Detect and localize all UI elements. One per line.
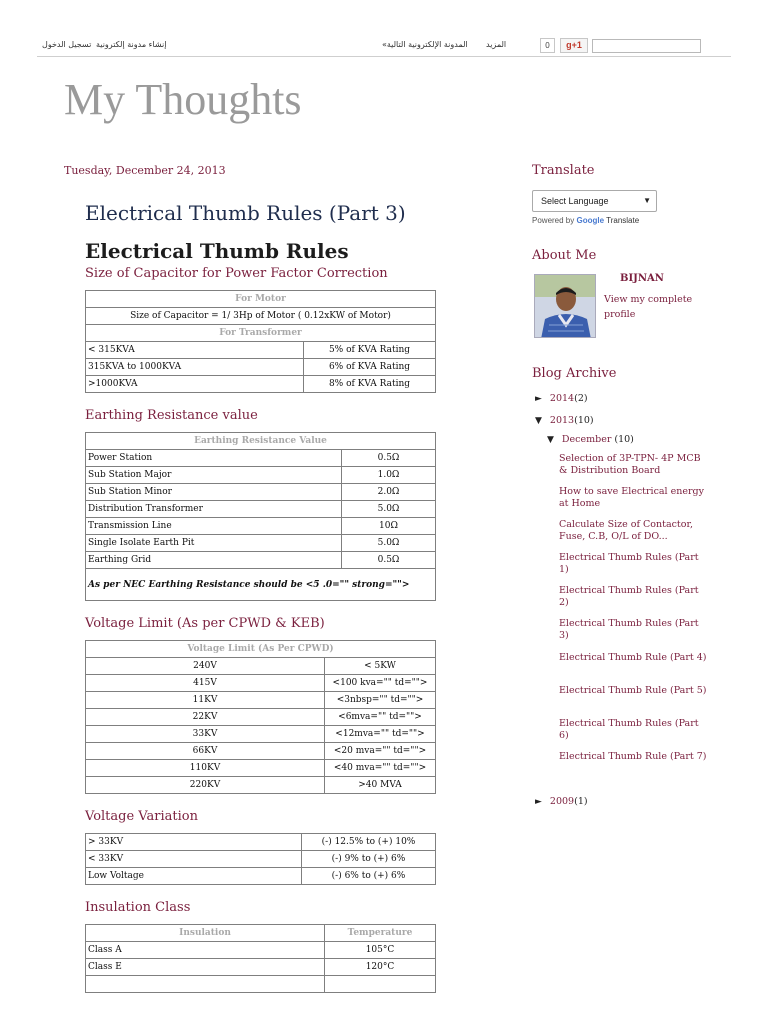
expand-toggle-icon[interactable]: ► bbox=[535, 394, 542, 404]
table-cell: (-) 12.5% to (+) 10% bbox=[302, 834, 436, 851]
language-select-label: Select Language bbox=[541, 196, 609, 206]
table-row bbox=[86, 376, 436, 393]
table-row bbox=[86, 518, 436, 535]
archive-post-link[interactable]: Electrical Thumb Rule (Part 4) bbox=[559, 652, 707, 663]
navbar-next-blog-link[interactable]: المدونة الإلكترونية التالية» bbox=[382, 40, 468, 49]
table-cell: < 315KVA bbox=[86, 342, 304, 359]
table-cell: 5.0Ω bbox=[342, 501, 436, 518]
table-cell: Transmission Line bbox=[86, 518, 342, 535]
earthing-heading: Earthing Resistance value bbox=[85, 408, 258, 423]
earthing-table bbox=[85, 432, 436, 601]
about-me-heading: About Me bbox=[532, 248, 597, 263]
blog-archive-heading: Blog Archive bbox=[532, 366, 617, 381]
archive-post-link[interactable]: Electrical Thumb Rules (Part 2) bbox=[559, 585, 699, 608]
post-title: Electrical Thumb Rules (Part 3) bbox=[85, 201, 406, 225]
table-cell: Class E bbox=[86, 959, 325, 976]
archive-month-link[interactable]: December bbox=[561, 434, 612, 445]
table-cell: >1000KVA bbox=[86, 376, 304, 393]
google-logo: Google bbox=[576, 216, 605, 225]
powered-by-suffix: Translate bbox=[606, 216, 640, 225]
table-cell: 5% of KVA Rating bbox=[304, 342, 436, 359]
powered-by-prefix: Powered by bbox=[532, 216, 575, 225]
table-header: Voltage Limit (As Per CPWD) bbox=[86, 641, 436, 658]
table-row bbox=[86, 834, 436, 851]
navbar-more-link[interactable]: المزيد bbox=[486, 40, 507, 49]
table-row bbox=[86, 851, 436, 868]
table-cell: 22KV bbox=[86, 709, 325, 726]
archive-post-link[interactable]: Electrical Thumb Rules (Part 6) bbox=[559, 718, 699, 741]
table-cell: >40 MVA bbox=[325, 777, 436, 794]
table-cell: Size of Capacitor = 1/ 3Hp of Motor ( 0.12xKW of Motor) bbox=[86, 308, 436, 325]
navbar-create-blog-link[interactable]: إنشاء مدونة إلكترونية bbox=[96, 40, 167, 49]
language-select[interactable] bbox=[532, 190, 657, 212]
table-cell: 120°C bbox=[325, 959, 436, 976]
capacitor-table bbox=[85, 290, 436, 393]
table-cell: 0.5Ω bbox=[342, 552, 436, 569]
table-cell: 11KV bbox=[86, 692, 325, 709]
table-row bbox=[86, 726, 436, 743]
table-row bbox=[86, 535, 436, 552]
table-header: Earthing Resistance Value bbox=[86, 433, 436, 450]
table-row bbox=[86, 692, 436, 709]
table-cell: 33KV bbox=[86, 726, 325, 743]
table-cell bbox=[325, 976, 436, 993]
table-row bbox=[86, 976, 436, 993]
post-date: Tuesday, December 24, 2013 bbox=[64, 164, 226, 177]
view-profile-link[interactable]: View my complete profile bbox=[604, 294, 693, 320]
author-name-link[interactable]: BIJNAN bbox=[620, 273, 664, 284]
insulation-heading: Insulation Class bbox=[85, 900, 191, 915]
translate-heading: Translate bbox=[532, 163, 595, 178]
table-cell: (-) 6% to (+) 6% bbox=[302, 868, 436, 885]
table-cell: 10Ω bbox=[342, 518, 436, 535]
table-cell: Sub Station Minor bbox=[86, 484, 342, 501]
archive-post-link[interactable]: Electrical Thumb Rule (Part 7) bbox=[559, 751, 707, 762]
archive-post-link[interactable]: Electrical Thumb Rules (Part 3) bbox=[559, 618, 699, 641]
voltage-variation-table bbox=[85, 833, 436, 885]
table-row bbox=[86, 743, 436, 760]
collapse-toggle-icon[interactable]: ▼ bbox=[535, 416, 542, 426]
author-photo-icon bbox=[535, 275, 596, 338]
archive-year-link[interactable]: 2009 bbox=[549, 796, 575, 807]
post-main-heading: Electrical Thumb Rules bbox=[85, 239, 349, 263]
table-row bbox=[86, 342, 436, 359]
archive-year-2013[interactable] bbox=[535, 415, 594, 426]
table-cell: 6% of KVA Rating bbox=[304, 359, 436, 376]
table-row bbox=[86, 450, 436, 467]
powered-by-google[interactable] bbox=[532, 216, 639, 225]
table-row bbox=[86, 868, 436, 885]
archive-post-link[interactable]: Calculate Size of Contactor, Fuse, C.B, O/L of DO... bbox=[559, 519, 693, 542]
archive-month-december[interactable] bbox=[547, 434, 634, 445]
voltage-limit-table bbox=[85, 640, 436, 794]
table-row bbox=[86, 484, 436, 501]
table-row bbox=[86, 760, 436, 777]
capacitor-heading: Size of Capacitor for Power Factor Correction bbox=[85, 266, 388, 281]
table-header: For Transformer bbox=[86, 325, 436, 342]
table-cell: <100 kva="" td=""> bbox=[325, 675, 436, 692]
blog-title[interactable]: My Thoughts bbox=[64, 75, 302, 124]
table-cell: Single Isolate Earth Pit bbox=[86, 535, 342, 552]
table-cell: 1.0Ω bbox=[342, 467, 436, 484]
table-row bbox=[86, 942, 436, 959]
table-cell: Low Voltage bbox=[86, 868, 302, 885]
table-row bbox=[86, 359, 436, 376]
table-cell: <20 mva="" td=""> bbox=[325, 743, 436, 760]
table-cell: Class A bbox=[86, 942, 325, 959]
navbar-divider bbox=[37, 56, 731, 57]
table-cell: Earthing Grid bbox=[86, 552, 342, 569]
archive-count: (2) bbox=[574, 393, 588, 404]
table-cell: < 5KW bbox=[325, 658, 436, 675]
table-cell: <40 mva="" td=""> bbox=[325, 760, 436, 777]
archive-count: (1) bbox=[574, 796, 588, 807]
table-row bbox=[86, 467, 436, 484]
table-cell: <12mva="" td=""> bbox=[325, 726, 436, 743]
google-plus-one-button[interactable]: g+1 bbox=[560, 38, 588, 53]
table-row bbox=[86, 777, 436, 794]
table-cell: Sub Station Major bbox=[86, 467, 342, 484]
table-cell: 240V bbox=[86, 658, 325, 675]
collapse-toggle-icon[interactable]: ▼ bbox=[547, 435, 554, 445]
table-cell: (-) 9% to (+) 6% bbox=[302, 851, 436, 868]
voltage-limit-heading: Voltage Limit (As per CPWD & KEB) bbox=[85, 616, 325, 631]
archive-year-link[interactable]: 2014 bbox=[549, 393, 575, 404]
dropdown-arrow-icon: ▼ bbox=[643, 196, 651, 205]
table-header: Temperature bbox=[325, 925, 436, 942]
table-row bbox=[86, 501, 436, 518]
table-header: For Motor bbox=[86, 291, 436, 308]
archive-year-link[interactable]: 2013 bbox=[549, 415, 575, 426]
archive-post-link[interactable]: Electrical Thumb Rules (Part 1) bbox=[559, 552, 699, 575]
table-cell: 110KV bbox=[86, 760, 325, 777]
table-cell: Distribution Transformer bbox=[86, 501, 342, 518]
table-cell: 0.5Ω bbox=[342, 450, 436, 467]
navbar-search-input[interactable] bbox=[592, 39, 701, 53]
voltage-variation-heading: Voltage Variation bbox=[85, 809, 198, 824]
table-header: Insulation bbox=[86, 925, 325, 942]
table-row bbox=[86, 552, 436, 569]
table-row bbox=[86, 675, 436, 692]
archive-year-2009[interactable] bbox=[535, 796, 588, 807]
table-cell: Power Station bbox=[86, 450, 342, 467]
archive-post-link[interactable]: Selection of 3P-TPN- 4P MCB & Distribution Board bbox=[559, 453, 701, 476]
table-cell: < 33KV bbox=[86, 851, 302, 868]
archive-count: (10) bbox=[574, 415, 594, 426]
archive-year-2014[interactable] bbox=[535, 393, 588, 404]
table-cell: 315KVA to 1000KVA bbox=[86, 359, 304, 376]
table-cell: 220KV bbox=[86, 777, 325, 794]
plus-one-count: 0 bbox=[540, 38, 555, 53]
table-cell: 8% of KVA Rating bbox=[304, 376, 436, 393]
archive-post-link[interactable]: How to save Electrical energy at Home bbox=[559, 486, 704, 509]
table-cell: 415V bbox=[86, 675, 325, 692]
archive-post-link[interactable]: Electrical Thumb Rule (Part 5) bbox=[559, 685, 707, 696]
author-avatar[interactable] bbox=[534, 274, 596, 338]
table-row bbox=[86, 658, 436, 675]
archive-count: (10) bbox=[614, 434, 634, 445]
expand-toggle-icon[interactable]: ► bbox=[535, 797, 542, 807]
table-cell: 5.0Ω bbox=[342, 535, 436, 552]
table-cell: 2.0Ω bbox=[342, 484, 436, 501]
table-row bbox=[86, 959, 436, 976]
table-cell bbox=[86, 976, 325, 993]
navbar-sign-in-link[interactable]: تسجيل الدخول bbox=[42, 40, 92, 49]
table-cell: <3nbsp="" td=""> bbox=[325, 692, 436, 709]
table-row bbox=[86, 709, 436, 726]
insulation-table bbox=[85, 924, 436, 993]
table-cell: <6mva="" td=""> bbox=[325, 709, 436, 726]
table-cell: 105°C bbox=[325, 942, 436, 959]
table-cell: 66KV bbox=[86, 743, 325, 760]
earthing-note: As per NEC Earthing Resistance should be <5 .0="" strong=""> bbox=[86, 569, 436, 601]
table-cell: > 33KV bbox=[86, 834, 302, 851]
blogger-navbar bbox=[0, 0, 768, 58]
